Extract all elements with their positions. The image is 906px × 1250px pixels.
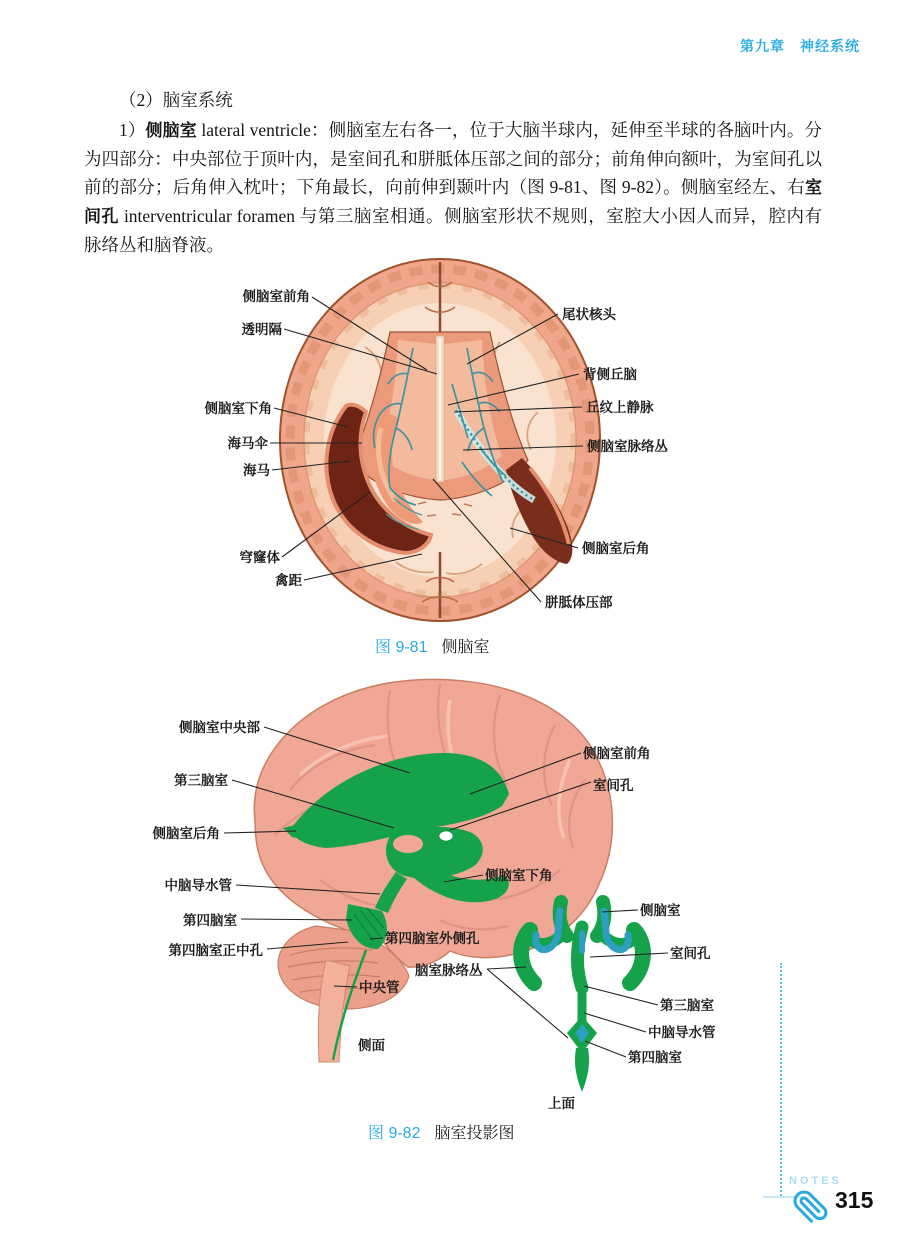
paragraph-number: 1） [119,120,146,140]
paragraph-body-1: lateral ventricle：侧脑室左右各一，位于大脑半球内，延伸至半球的各脑叶内。分为四部分：中央部位于顶叶内，是室间孔和胼胝体压部之间的部分；前角伸向额叶，为室间孔以前的部分；后角伸入枕叶；下角最长，向前伸到颞叶内（图 9-81、图 9-82）。侧脑室经左、右 [84,120,823,197]
fig2-subcaption-superior-view: 上面 [548,1096,575,1111]
fig2-label-aqueduct: 中脑导水管 [164,878,232,893]
figure-9-81-caption [375,634,490,657]
term-lateral-ventricle: 侧脑室 [145,121,197,140]
figure-9-82-caption [368,1120,515,1143]
fig2-sv-label-foramen: 室间孔 [670,946,711,961]
fig2-sv-label-fourth-ventricle: 第四脑室 [628,1050,682,1065]
figure-9-81-illustration [150,252,750,660]
fig1-label-septum: 透明隔 [241,322,282,337]
fig1-label-fimbria: 海马伞 [227,436,268,451]
fig2-sv-label-third-ventricle: 第三脑室 [660,998,714,1013]
fig2-label-central-canal: 中央管 [359,980,400,995]
page-number: 315 [835,1187,874,1213]
fig1-label-hippocampus: 海马 [243,463,270,478]
term-interventricular-foramen: 室间孔 [84,178,822,226]
fig2-label-foramen: 室间孔 [593,778,634,793]
figure-9-82-caption-title: 脑室投影图 [434,1125,515,1142]
fig2-label-fourth-ventricle: 第四脑室 [183,913,237,928]
section-heading: （2）脑室系统 [119,90,233,110]
figure-9-82-caption-id: 图 9-82 [368,1125,421,1142]
figure-9-81-caption-id: 图 9-81 [375,639,428,656]
fig1-label-vein: 丘纹上静脉 [586,400,654,415]
fig1-label-inferior-horn: 侧脑室下角 [204,401,272,416]
fig2-label-lateral-aperture: 第四脑室外侧孔 [385,931,480,946]
fig1-label-anterior-horn: 侧脑室前角 [242,289,310,304]
chapter-header: 第九章 神经系统 [740,38,860,54]
paragraph-body-2: interventricular foramen 与第三脑室相通。侧脑室形状不规则，室腔大小因人而异，腔内有脉络丛和脑脊液。 [84,206,822,255]
fig2-label-posterior-horn: 侧脑室后角 [152,826,220,841]
fig2-sv-label-lateral-ventricle: 侧脑室 [640,903,681,918]
fig2-label-central-part: 侧脑室中央部 [179,720,260,735]
fig2-label-anterior-horn: 侧脑室前角 [583,746,651,761]
fig2-label-third-ventricle: 第三脑室 [174,773,228,788]
paragraph [84,116,822,259]
paperclip-icon [792,1189,828,1225]
fig2-label-median-aperture: 第四脑室正中孔 [168,943,263,958]
fig1-label-choroid: 侧脑室脉络丛 [587,439,668,454]
fig2-sv-label-aqueduct: 中脑导水管 [648,1025,716,1040]
body-text [84,86,822,259]
figure-9-81 [150,252,750,660]
figure-9-82 [140,670,760,1122]
fig1-label-thalamus: 背侧丘脑 [583,367,637,382]
fig1-label-posterior-horn: 侧脑室后角 [582,541,650,556]
fig1-label-splenium: 胼胝体压部 [545,595,613,610]
fig1-label-calcar: 禽距 [275,573,302,588]
notes-dotted-line [780,963,782,1196]
fig2-label-choroid-plexus: 脑室脉络丛 [415,963,483,978]
figure-9-81-caption-title: 侧脑室 [441,639,490,656]
fig1-label-fornix: 穹窿体 [239,550,280,565]
notes-label: NOTES [789,1175,842,1187]
fig1-label-caudate: 尾状核头 [562,307,616,322]
fig2-subcaption-lateral-view: 侧面 [358,1038,385,1053]
fig2-label-inferior-horn: 侧脑室下角 [485,868,553,883]
